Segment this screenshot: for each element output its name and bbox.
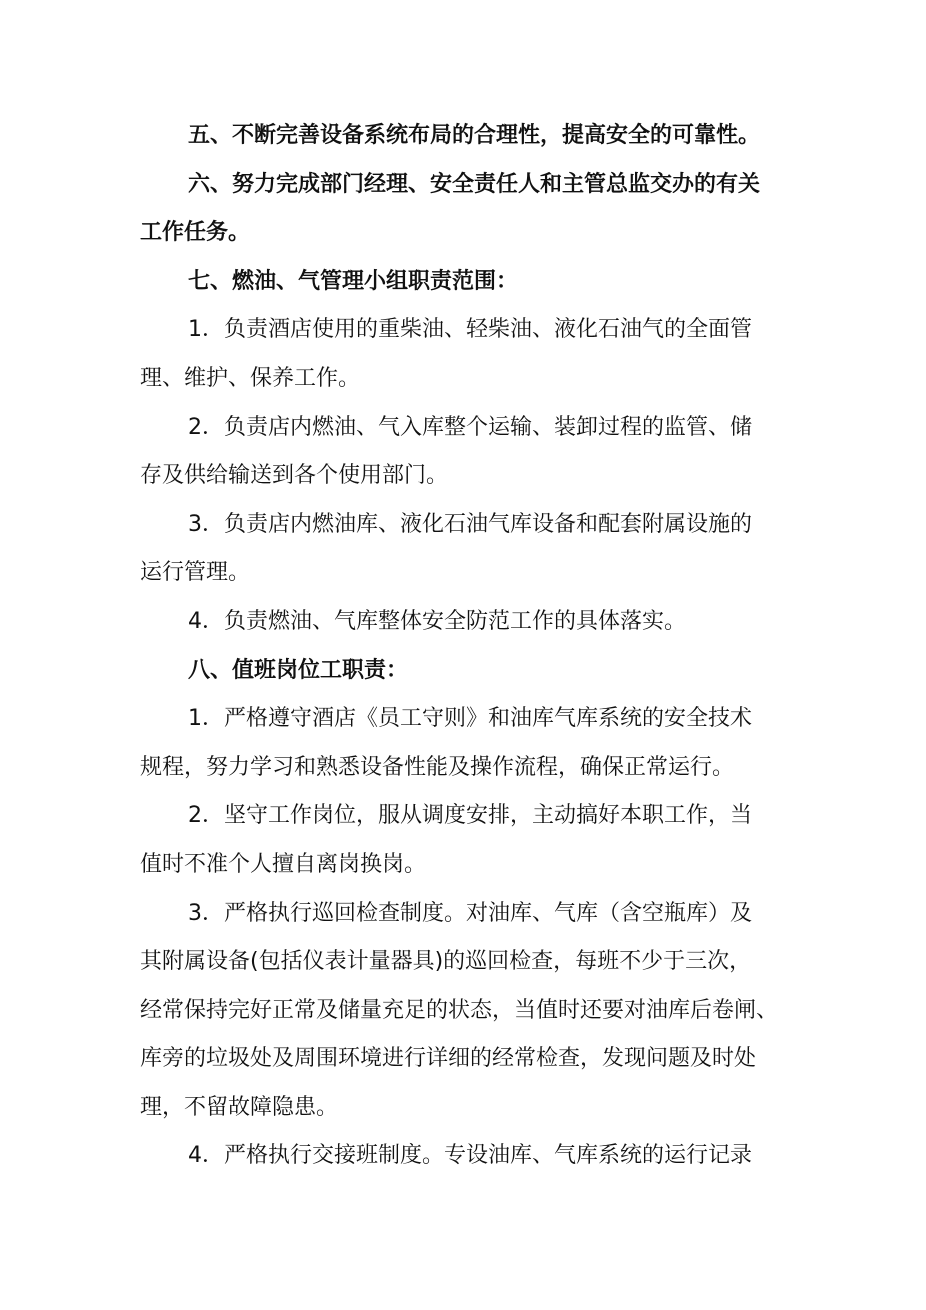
shift-duty-item-3 — [140, 890, 800, 1133]
paragraph-line: 2．坚守工作岗位，服从调度安排，主动搞好本职工作，当 — [188, 803, 752, 829]
paragraph-line: 规程，努力学习和熟悉设备性能及操作流程，确保正常运行。 — [140, 754, 735, 780]
fuel-duty-item-3 — [140, 501, 800, 598]
section-six-heading — [140, 161, 800, 258]
paragraph-line: 2．负责店内燃油、气入库整个运输、装卸过程的监管、储 — [188, 414, 752, 440]
fuel-duty-item-2 — [140, 404, 800, 501]
paragraph-line: 其附属设备(包括仪表计量器具)的巡回检查，每班不少于三次， — [140, 949, 752, 975]
shift-duty-item-4: 4．严格执行交接班制度。专设油库、气库系统的运行记录 — [188, 1143, 752, 1169]
fuel-duty-item-4: 4．负责燃油、气库整体安全防范工作的具体落实。 — [188, 608, 686, 634]
paragraph-line: 1．严格遵守酒店《员工守则》和油库气库系统的安全技术 — [188, 706, 752, 732]
paragraph-line: 工作任务。 — [140, 220, 251, 246]
paragraph-line: 经常保持完好正常及储量充足的状态，当值时还要对油库后卷闸、 — [140, 997, 779, 1023]
document-body — [140, 112, 800, 1181]
paragraph-line: 运行管理。 — [140, 560, 251, 586]
section-seven-heading: 七、燃油、气管理小组职责范围： — [188, 268, 519, 294]
paragraph-line: 理、维护、保养工作。 — [140, 365, 361, 391]
paragraph-line: 3．负责店内燃油库、液化石油气库设备和配套附属设施的 — [188, 511, 752, 537]
section-eight-heading: 八、值班岗位工职责： — [188, 657, 409, 683]
paragraph-line: 值时不准个人擅自离岗换岗。 — [140, 851, 427, 877]
paragraph-line: 理，不留故障隐患。 — [140, 1094, 339, 1120]
section-five-heading: 五、不断完善设备系统布局的合理性，提高安全的可靠性。 — [188, 123, 761, 148]
shift-duty-item-1 — [140, 695, 800, 792]
paragraph-line: 库旁的垃圾处及周围环境进行详细的经常检查，发现问题及时处 — [140, 1046, 757, 1072]
paragraph-line: 3．严格执行巡回检查制度。对油库、气库（含空瓶库）及 — [188, 900, 752, 926]
shift-duty-item-2 — [140, 792, 800, 889]
paragraph-line: 六、努力完成部门经理、安全责任人和主管总监交办的有关 — [188, 171, 761, 197]
fuel-duty-item-1 — [140, 306, 800, 403]
paragraph-line: 存及供给输送到各个使用部门。 — [140, 463, 449, 489]
paragraph-line: 1．负责酒店使用的重柴油、轻柴油、液化石油气的全面管 — [188, 317, 752, 343]
